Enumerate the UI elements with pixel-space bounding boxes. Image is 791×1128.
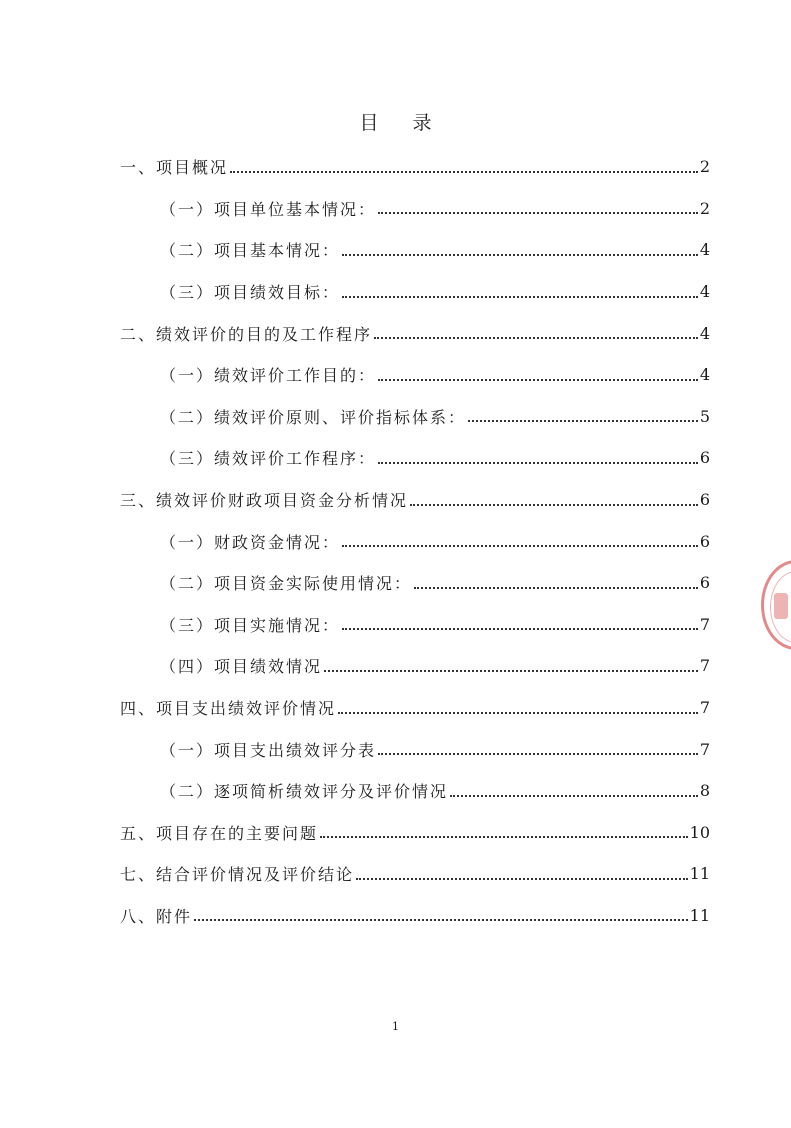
toc-entry[interactable]: [120, 312, 710, 354]
toc-entry-label: 四、项目支出绩效评价情况: [120, 699, 337, 719]
toc-entry[interactable]: [120, 687, 710, 729]
toc-entry-label: （一）项目支出绩效评分表: [160, 740, 377, 760]
toc-entry[interactable]: [120, 354, 710, 396]
dot-leader: [356, 878, 688, 880]
toc-entry-page: 6: [699, 448, 710, 468]
toc-entry[interactable]: [120, 520, 710, 562]
toc-entry-label: 一、项目概况: [120, 158, 229, 178]
page-number: 1: [392, 1020, 399, 1033]
toc-entry[interactable]: [120, 562, 710, 604]
dot-leader: [378, 379, 698, 381]
dot-leader: [378, 212, 698, 214]
toc-entry-label: 二、绩效评价的目的及工作程序: [120, 324, 373, 344]
toc-entry-label: 七、结合评价情况及评价结论: [120, 865, 355, 885]
toc-entry[interactable]: [120, 479, 710, 521]
toc-entry-page: 6: [699, 490, 710, 510]
toc-entry-label: （二）项目基本情况：: [160, 241, 341, 261]
toc-entry-label: （二）绩效评价原则、评价指标体系：: [160, 407, 467, 427]
toc-entry-label: （一）财政资金情况：: [160, 532, 341, 552]
toc-entry-label: （三）绩效评价工作程序：: [160, 449, 377, 469]
toc-entry-page: 10: [689, 822, 710, 842]
toc-title: 目 录: [359, 112, 446, 134]
toc-entry-page: 2: [699, 198, 710, 218]
toc-entry-label: （二）逐项简析绩效评分及评价情况: [160, 782, 449, 802]
red-seal-stamp: [761, 560, 791, 650]
toc-entry[interactable]: [120, 812, 710, 854]
toc-entry-label: （三）项目实施情况：: [160, 615, 341, 635]
toc-entry-page: 7: [699, 656, 710, 676]
toc-entry-label: 八、附件: [120, 906, 193, 926]
dot-leader: [194, 919, 688, 921]
toc-entry-label: （一）项目单位基本情况：: [160, 199, 377, 219]
dot-leader: [342, 628, 698, 630]
toc-entry[interactable]: [120, 728, 710, 770]
toc-entry-page: 6: [699, 531, 710, 551]
dot-leader: [410, 504, 698, 506]
toc-entry-label: （四）项目绩效情况: [160, 657, 323, 677]
toc-entry-page: 11: [689, 864, 710, 884]
toc-entry-label: （二）项目资金实际使用情况：: [160, 574, 413, 594]
dot-leader: [342, 545, 698, 547]
dot-leader: [338, 712, 698, 714]
toc-entry-page: 4: [699, 365, 710, 385]
dot-leader: [378, 753, 698, 755]
dot-leader: [230, 171, 698, 173]
toc-entry[interactable]: [120, 146, 710, 188]
toc-entry-page: 4: [699, 240, 710, 260]
dot-leader: [342, 254, 698, 256]
dot-leader: [342, 296, 698, 298]
toc-entry[interactable]: [120, 229, 710, 271]
dot-leader: [374, 337, 698, 339]
toc-entry-page: 4: [699, 282, 710, 302]
dot-leader: [414, 587, 698, 589]
toc-entry-page: 2: [699, 157, 710, 177]
toc-entry[interactable]: [120, 770, 710, 812]
toc-entry[interactable]: [120, 853, 710, 895]
dot-leader: [378, 462, 698, 464]
toc-entry[interactable]: [120, 188, 710, 230]
toc-entry-label: 五、项目存在的主要问题: [120, 823, 319, 843]
toc-entry-page: 8: [699, 781, 710, 801]
toc-entry-label: 三、绩效评价财政项目资金分析情况: [120, 491, 409, 511]
toc-entry-label: （一）绩效评价工作目的：: [160, 366, 377, 386]
table-of-contents: [120, 146, 710, 936]
toc-entry[interactable]: [120, 604, 710, 646]
toc-entry[interactable]: [120, 437, 710, 479]
toc-entry-page: 7: [699, 739, 710, 759]
seal-mark: [774, 593, 788, 619]
dot-leader: [320, 836, 688, 838]
toc-entry-page: 11: [689, 905, 710, 925]
toc-entry-page: 4: [699, 323, 710, 343]
toc-entry-label: （三）项目绩效目标：: [160, 283, 341, 303]
dot-leader: [468, 420, 698, 422]
toc-entry-page: 5: [699, 406, 710, 426]
toc-entry[interactable]: [120, 645, 710, 687]
toc-entry-page: 7: [699, 614, 710, 634]
dot-leader: [450, 795, 698, 797]
toc-entry[interactable]: [120, 271, 710, 313]
toc-entry[interactable]: [120, 396, 710, 438]
toc-entry-page: 7: [699, 698, 710, 718]
toc-entry-page: 6: [699, 573, 710, 593]
dot-leader: [324, 670, 698, 672]
toc-entry[interactable]: [120, 895, 710, 937]
